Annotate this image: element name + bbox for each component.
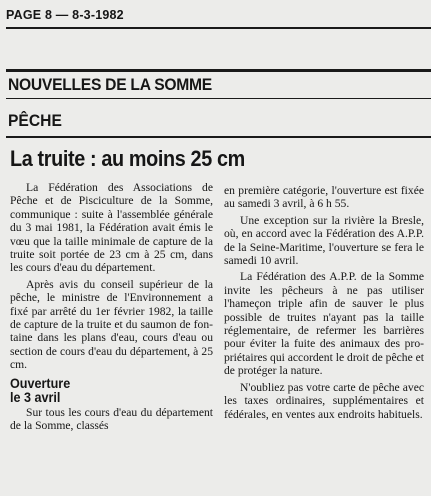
section-rule-bottom [6, 98, 431, 99]
paragraph: Une exception sur la rivière la Bresle, où, en accord avec la Fédération des A.P.P. de la Seine-Maritime, l'ouverture se fera le samedi 10 avril. [224, 213, 424, 268]
article-column-left [10, 181, 213, 433]
top-rule [6, 27, 431, 29]
paragraph: Sur tous les cours d'eau du département de la Somme, classés [10, 405, 213, 433]
article-column-right [224, 184, 424, 421]
subheading-line: le 3 avril [10, 388, 61, 405]
rubric-title: PÊCHE [8, 111, 62, 130]
paragraph: en première catégorie, l'ouverture est fixée au samedi 3 avril, à 6 h 55. [224, 184, 424, 211]
paragraph: N'oubliez pas votre carte de pêche avec les taxes ordinaires, supplémentaires et fédérales, en ventes aux endroits habituels. [224, 380, 424, 421]
page-folio: PAGE 8 — 8-3-1982 [6, 8, 124, 22]
paragraph: Après avis du conseil supérieur de la pêche, le ministre de l'Environnement a fixé par arrêté du 1er février 1982, la taille de capture de la truite et du saumon de fontaine dans les plans d'eau, cours d'eau ou section de cours d'eau du département, à 25 cm. [10, 277, 213, 372]
subheading-line: Ouverture [10, 374, 71, 391]
section-title: NOUVELLES DE LA SOMME [8, 75, 212, 94]
section-rule-top [6, 69, 431, 72]
article-subheading [10, 376, 193, 404]
paragraph: La Fédération des A.P.P. de la Somme invite les pêcheurs à ne pas utiliser l'hameçon triple afin de sauver le plus possible de truites n'ayant pas la taille réglementaire, de refermer les barrières pour éviter la fuite des animaux des propriétaires qui accordent le droit de pêche et de protéger la nature. [224, 270, 424, 378]
article-headline: La truite : au moins 25 cm [10, 146, 245, 171]
rubric-rule [6, 136, 431, 138]
paragraph: La Fédération des Associations de Pêche et de Pisciculture de la Somme, communique : suite à l'assemblée générale du 3 mai 1981, la Fédération avait émis le vœu que la taille minimale de capture de la truite soit portée de 23 cm à 25 cm, dans les cours d'eau du département. [10, 181, 213, 275]
